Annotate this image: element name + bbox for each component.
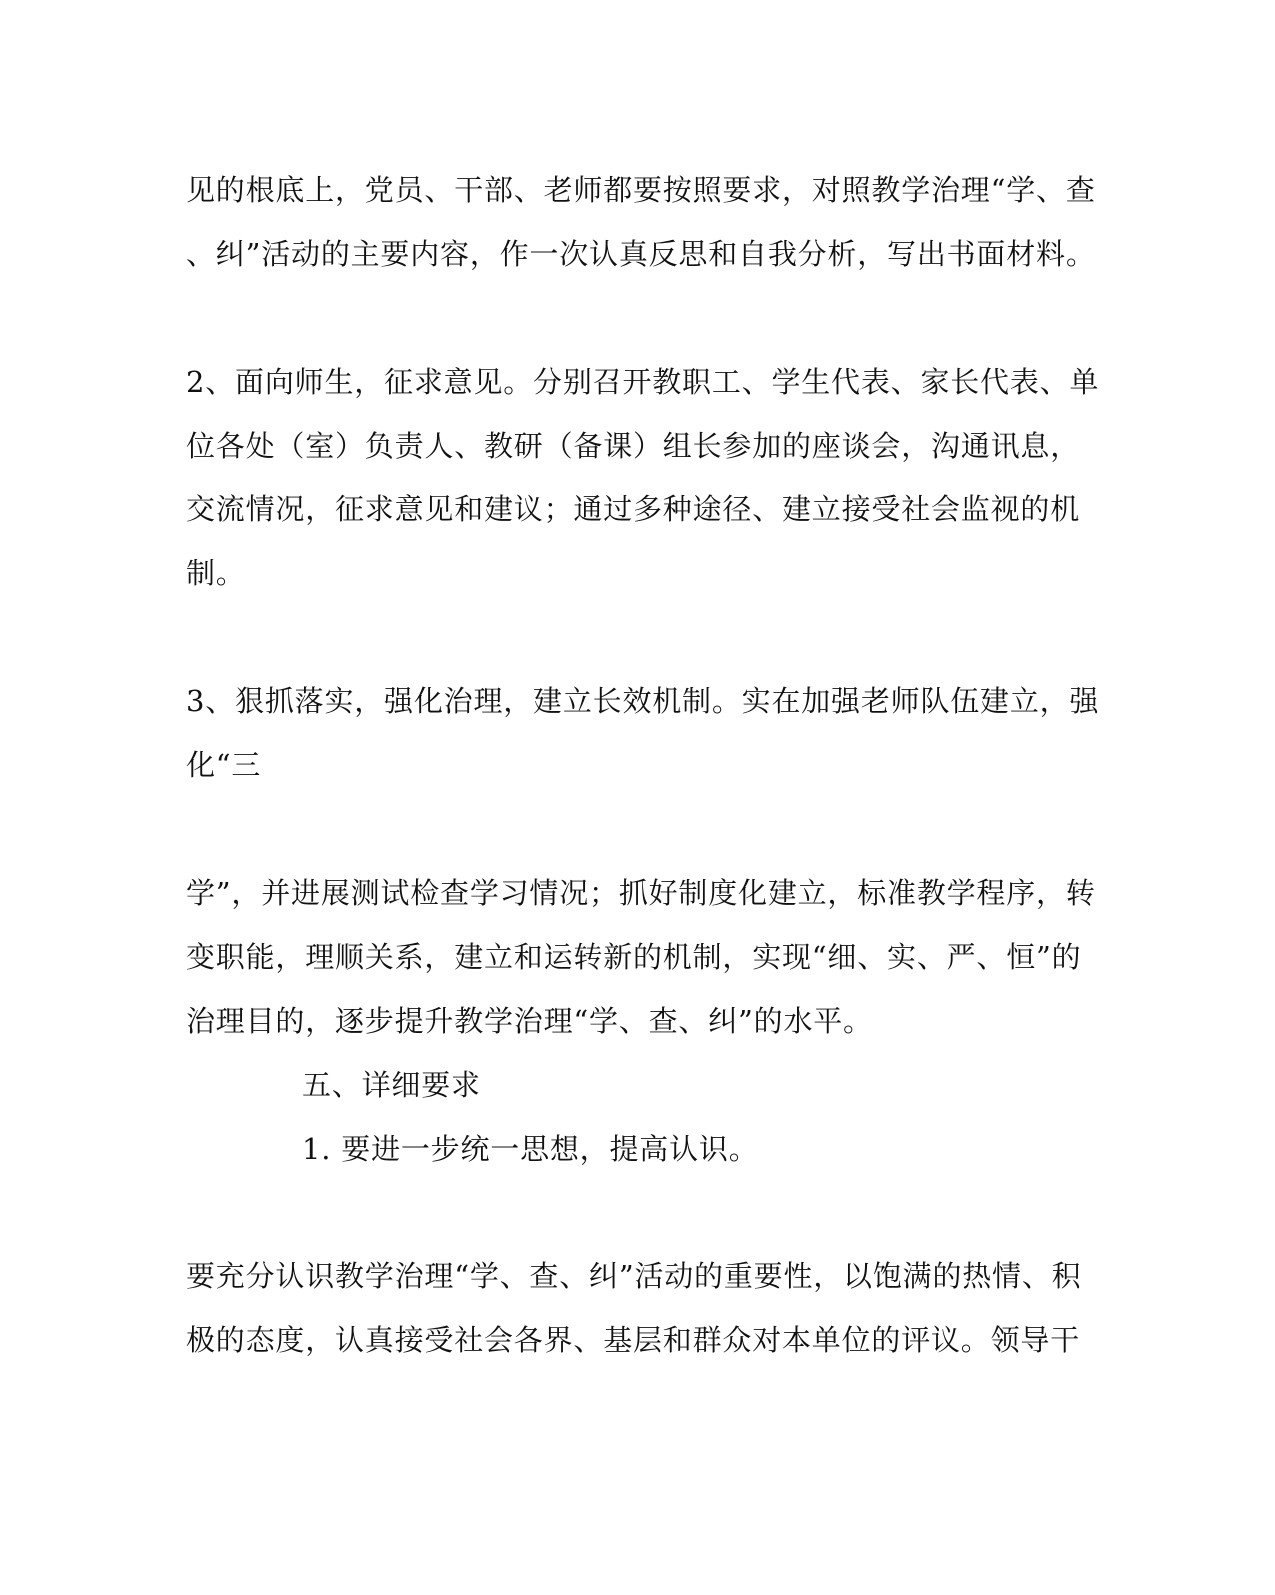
text-line: 学”，并进展测试检查学习情况；抓好制度化建立，标准教学程序，转 [186, 876, 1096, 910]
text-line: 见的根底上，党员、干部、老师都要按照要求，对照教学治理“学、查 [186, 173, 1096, 207]
text-line: 变职能，理顺关系，建立和运转新的机制，实现“细、实、严、恒”的 [186, 940, 1082, 974]
text-line: 治理目的，逐步提升教学治理“学、查、纠”的水平。 [186, 1004, 873, 1038]
text-line: 位各处（室）负责人、教研（备课）组长参加的座谈会，沟通讯息， [186, 429, 1081, 463]
text-line: 要充分认识教学治理“学、查、纠”活动的重要性，以饱满的热情、积 [186, 1259, 1082, 1293]
text-line: 、纠”活动的主要内容，作一次认真反思和自我分析，写出书面材料。 [186, 237, 1096, 271]
text-line: 交流情况，征求意见和建议；通过多种途径、建立接受社会监视的机 [186, 492, 1081, 526]
text-line: 3、狠抓落实，强化治理，建立长效机制。实在加强老师队伍建立，强 [186, 684, 1100, 718]
text-line: 2、面向师生，征求意见。分别召开教职工、学生代表、家长代表、单 [186, 365, 1100, 399]
text-line: 极的态度，认真接受社会各界、基层和群众对本单位的评议。领导干 [186, 1323, 1081, 1357]
section-heading: 五、详细要求 [302, 1068, 481, 1102]
subsection-heading: 1. 要进一步统一思想，提高认识。 [302, 1132, 759, 1166]
text-line: 制。 [186, 556, 246, 590]
text-line: 化“三 [186, 748, 262, 782]
